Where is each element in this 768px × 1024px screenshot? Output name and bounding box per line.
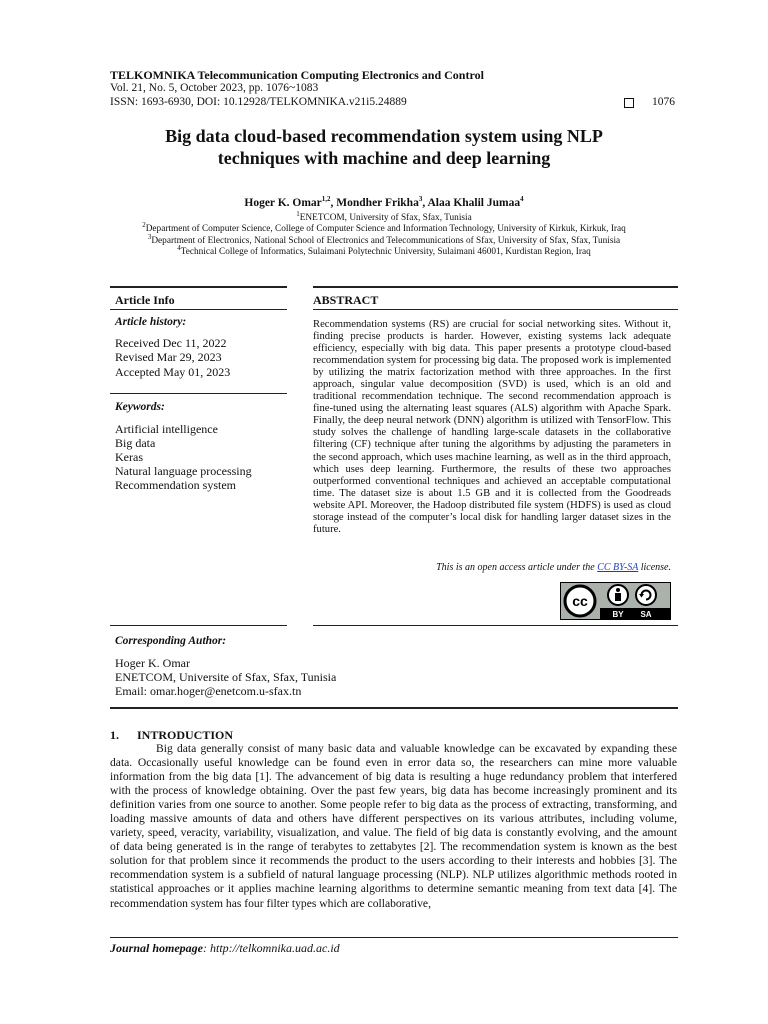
affiliation-marker: 2 — [142, 220, 146, 229]
corresponding-author-affiliation: ENETCOM, Universite of Sfax, Sfax, Tunisia — [115, 670, 337, 684]
abstract-bottom-rule — [313, 625, 678, 626]
paper-title — [100, 125, 668, 169]
article-info-heading-rule — [110, 309, 287, 310]
article-info-top-rule — [110, 286, 287, 288]
front-matter-bottom-rule — [110, 707, 678, 709]
affiliation-marker: 1 — [296, 209, 300, 218]
author-affiliation-marker: 3 — [418, 195, 423, 204]
license-line — [313, 562, 671, 573]
keyword-item: Keras — [115, 450, 143, 464]
section-title: INTRODUCTION — [137, 728, 234, 742]
affiliation-text: Department of Electronics, National School of Electronics and Telecommunications of Sfax, University of Sfax, Sfax, Tunisia — [151, 236, 621, 246]
keyword-item: Big data — [115, 436, 156, 450]
abstract-text: Recommendation systems (RS) are crucial for social networking sites. Without it, finding precise products is harder. However, existing systems lack adequate efficiency, especially with big data. This paper presents a prototype cloud-based recommendation system for processing big data. The proposed work is implemented by utilizing the matrix factorization method with three approaches. In the first approach, singular value decomposition (SVD) is used, which is an old and traditional recommendation technique. The second recommendation approach is fine-tuned using the alternating least squares (ALS) algorithm with Apache Spark. Finally, the deep neural network (DNN) algorithm is utilized with TensorFlow. This study solves the challenge of handling large-scale datasets in the collaborative filtering (CF) technique after tuning the algorithms by adjusting the parameters in the second approach, which uses machine learning, as well as in the third approach, which uses deep learning. Furthermore, the results of these two approaches outperformed conventional techniques and achieved an acceptable computational time. The dataset size is about 1.5 GB and it is collected from the Goodreads website API. Moreover, the Hadoop distributed file system (HDFS) is used as cloud storage instead of the computer’s local disk for handling larger dataset sizes in the future. — [313, 319, 671, 535]
keywords-bottom-rule — [110, 625, 287, 626]
footer-label: Journal homepage — [110, 941, 204, 955]
share-alike-icon — [636, 585, 656, 605]
author-name: Mondher Frikha — [336, 197, 419, 209]
history-accepted: Accepted May 01, 2023 — [115, 365, 231, 379]
affiliation-text: ENETCOM, University of Sfax, Sfax, Tunisia — [299, 213, 472, 223]
corresponding-author-name: Hoger K. Omar — [115, 656, 190, 670]
author-name: Hoger K. Omar — [244, 197, 322, 209]
history-revised: Revised Mar 29, 2023 — [115, 350, 222, 364]
corresponding-author-heading: Corresponding Author: — [115, 635, 227, 647]
article-info-heading: Article Info — [115, 293, 175, 307]
license-suffix: license. — [638, 562, 671, 573]
abstract-heading-rule — [313, 309, 678, 310]
issn-line: ISSN: 1693-6930, DOI: 10.12928/TELKOMNIKA.v21i5.24889 — [110, 96, 407, 108]
affiliation — [100, 243, 668, 258]
keywords-heading: Keywords: — [115, 401, 165, 413]
by-label: BY — [612, 610, 624, 619]
article-history-heading: Article history: — [115, 316, 187, 328]
affiliation-marker: 4 — [177, 243, 181, 252]
introduction-paragraph: Big data generally consist of many basic data and valuable knowledge can be excavated by expanding these data. Occasionally useful knowledge can be found even in error data so, the researchers can mine more valuable information from the big data [1]. The advancement of big data is resulting a huge redundancy problem that interfered with the process of knowledge obtaining. Over the past few years, big data has become increasingly prominent and its definition varies from one source to another. Some people refer to big data as the process of extracting, transforming, and loading massive amounts of data and others have different perspectives on its various attributes, including volume, variety, speed, veracity, variability, visualization, and value. The field of big data is constantly evolving, and the amount of data being generated is in the range of terabytes to zettabytes [2]. The recommendation system is known as the best solution for that problem since it recommends the product to the users according to their interests and hobbies [3]. The recommendation system is a subfield of natural language processing (NLP). NLP utilizes algorithmic methods rooted in statistical approaches or it applies machine learning algorithms to determine semantic meaning from text data [4]. The recommendation system has four filter types which are collaborative, — [110, 742, 677, 910]
cc-icon-text: cc — [572, 593, 588, 609]
license-prefix: This is an open access article under the — [436, 562, 598, 573]
history-divider — [110, 393, 287, 394]
page-number: 1076 — [652, 96, 675, 108]
corresponding-author-email[interactable]: Email: omar.hoger@enetcom.u-sfax.tn — [115, 684, 302, 698]
license-link[interactable]: CC BY-SA — [597, 562, 639, 573]
volume-line: Vol. 21, No. 5, October 2023, pp. 1076~1083 — [110, 82, 319, 94]
journal-homepage[interactable] — [110, 941, 340, 956]
affiliation-marker: 3 — [147, 232, 152, 241]
history-received: Received Dec 11, 2022 — [115, 336, 227, 350]
journal-name: TELKOMNIKA Telecommunication Computing Electronics and Control — [110, 68, 484, 82]
introduction-heading — [110, 728, 233, 743]
affiliation-text: Technical College of Informatics, Sulaimani Polytechnic University, Sulaimani 46001, Kurdistan Region, Iraq — [180, 247, 591, 257]
author-affiliation-marker: 1,2 — [321, 195, 331, 204]
abstract-top-rule — [313, 286, 678, 288]
introduction-text — [110, 742, 677, 911]
abstract-heading: ABSTRACT — [313, 293, 379, 307]
keyword-item: Recommendation system — [115, 478, 236, 492]
affiliation — [100, 220, 668, 235]
footer-url[interactable]: : http://telkomnika.uad.ac.id — [203, 941, 340, 955]
affiliation-text: Department of Computer Science, College of Computer Science and Information Technology, University of Kirkuk, Kirkuk, Iraq — [145, 224, 626, 234]
author-affiliation-marker: 4 — [520, 195, 524, 204]
keyword-item: Artificial intelligence — [115, 422, 218, 436]
authors-line: Hoger K. Omar$^{1,2}$, Mondher Frikha$^3$, Alaa Khalil Jumaa$^4$ — [244, 195, 524, 209]
section-number: 1. — [110, 728, 119, 742]
title-line-1: Big data cloud-based recommendation system using NLP — [165, 126, 603, 146]
keyword-item: Natural language processing — [115, 464, 252, 478]
footer-rule — [110, 937, 678, 938]
title-line-2: techniques with machine and deep learning — [217, 148, 551, 168]
sa-label: SA — [640, 610, 652, 619]
cc-by-sa-badge[interactable] — [560, 582, 671, 620]
author-name: Alaa Khalil Jumaa — [427, 197, 521, 209]
square-icon — [624, 98, 634, 108]
